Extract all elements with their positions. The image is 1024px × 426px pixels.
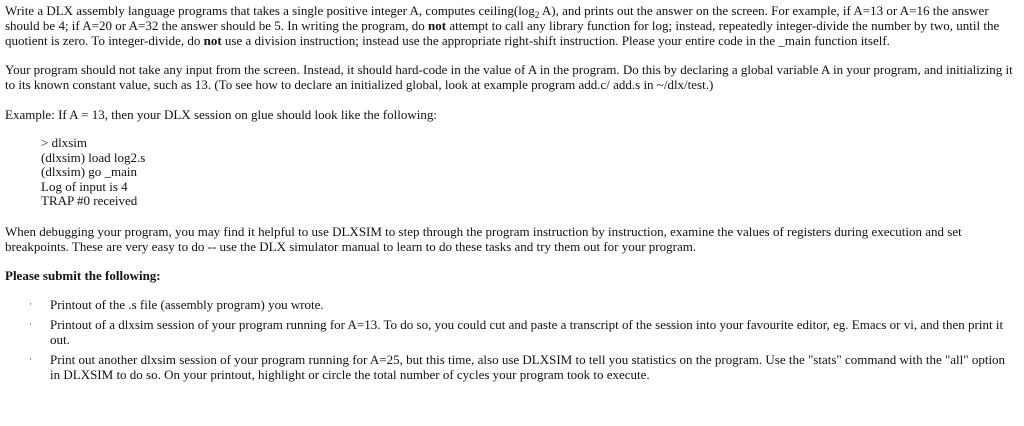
dlx-session-transcript [41,136,1014,209]
list-item-text: Printout of the .s file (assembly program) you wrote. [50,296,324,312]
intro-text-b: A), and prints out the answer on the screen. For example, if A=13 or A=16 the answer should be 4; if A=20 or A=32 the answer should be 5. In writing the program, do [5,3,989,33]
submit-list [5,297,1014,382]
list-item [5,352,1014,382]
submit-heading: Please submit the following: [5,267,161,283]
session-line: > dlxsim [41,135,87,150]
intro-text-a: Write a DLX assembly language programs that takes a single positive integer A, computes ceiling(log [5,3,535,18]
list-item [5,297,1014,312]
bullet-icon: · [29,298,32,309]
intro-paragraph [5,3,1014,48]
intro-text-c: attempt to call any library function for log; instead, repeatedly integer-divide the number by two, until the quotient is zero. To integer-divide, do [5,18,1000,48]
example-paragraph: Example: If A = 13, then your DLX session on glue should look like the following: [5,107,437,122]
list-item [5,317,1014,347]
session-line: (dlxsim) go _main [41,164,138,179]
session-line: Log of input is 4 [41,178,128,194]
emphasis-not-2: not [203,33,222,48]
bullet-icon: · [29,318,32,329]
input-paragraph: Your program should not take any input from the screen. Instead, it should hard-code in the value of A in the program. Do this by declaring a global variable A in your program, and initializing it to its known constant value, such as 13. (To see how to declare an initialized global, look at example program add.c/ add.s in ~/dlx/test.) [5,62,1013,92]
debugging-paragraph: When debugging your program, you may find it helpful to use DLXSIM to step through the program instruction by instruction, examine the values of registers during execution and set breakpoints. These are very easy to do -- use the DLX simulator manual to learn to do these tasks and try them out for your program. [5,223,962,254]
session-line: TRAP #0 received [41,193,138,208]
intro-text-d: use a division instruction; instead use the appropriate right-shift instruction. Please your entire code in the _main function itself. [221,33,890,48]
bullet-icon: · [29,353,32,364]
list-item-text: Printout of a dlxsim session of your program running for A=13. To do so, you could cut and paste a transcript of the session into your favourite editor, eg. Emacs or vi, and then print it out. [50,316,1004,347]
list-item-text: Print out another dlxsim session of your program running for A=25, but this time, also use DLXSIM to tell you statistics on the program. Use the "stats" command with the "all" option in DLXSIM to do so. On your printout, highlight or circle the total number of cycles your program took to execute. [50,351,1006,382]
session-line: (dlxsim) load log2.s [41,149,146,165]
log-base-subscript: 2 [534,10,540,20]
emphasis-not-1: not [428,18,447,33]
